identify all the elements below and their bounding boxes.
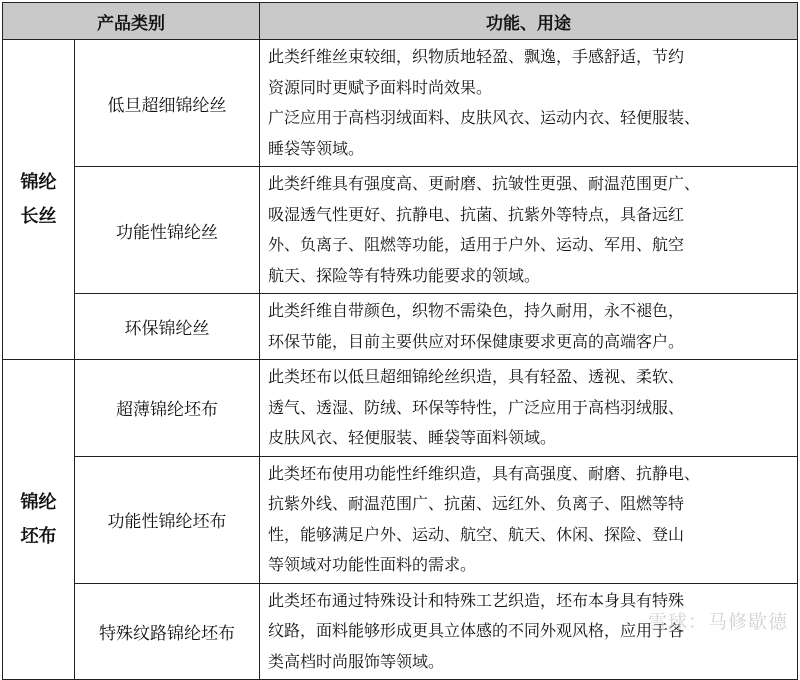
- product-name: 低旦超细锦纶丝: [75, 40, 260, 167]
- description-line: 性，能够满足户外、运动、航空、航天、休闲、探险、登山: [268, 524, 685, 544]
- category-label: 锦纶: [20, 491, 57, 513]
- table-row: [3, 456, 798, 583]
- description-line: 此类坯布通过特殊设计和特殊工艺织造，坯布本身具有特殊: [268, 590, 685, 610]
- category-label: 锦纶: [20, 171, 57, 193]
- description-line: 此类纤维丝束较细，织物质地轻盈、飘逸，手感舒适，节约: [268, 47, 685, 66]
- description-line: 此类坯布以低旦超细锦纶丝织造，具有轻盈、透视、柔软、: [268, 367, 685, 386]
- product-table: [2, 2, 798, 680]
- product-description: [260, 40, 798, 167]
- description-line: 外、负离子、阻燃等功能，适用于户外、运动、军用、航空: [268, 235, 685, 254]
- description-line: 抗紫外线、耐温范围广、抗菌、远红外、负离子、阻燃等特: [268, 494, 685, 513]
- header-category: 产品类别: [3, 3, 260, 40]
- table-row: [3, 360, 798, 457]
- table-row: [3, 167, 798, 294]
- description-line: 吸湿透气性更好、抗静电、抗菌、抗紫外等特点，具备远红: [268, 204, 685, 224]
- description-line: 资源同时更赋予面料时尚效果。: [268, 77, 493, 97]
- header-function: 功能、用途: [260, 3, 798, 40]
- description-line: 类高档时尚服饰等领域。: [268, 651, 445, 671]
- description-line: 透气、透湿、防绒、环保等特性，广泛应用于高档羽绒服、: [268, 397, 685, 417]
- category-cell: [3, 360, 75, 680]
- product-name: 特殊纹路锦纶坯布: [75, 583, 260, 680]
- description-line: 广泛应用于高档羽绒面料、皮肤风衣、运动内衣、轻便服装、: [268, 108, 701, 127]
- description-line: 此类坯布使用功能性纤维织造，具有高强度、耐磨、抗静电、: [268, 463, 701, 483]
- description-line: 此类纤维具有强度高、更耐磨、抗皱性更强、耐温范围更广、: [268, 174, 701, 193]
- description-line: 等领域对功能性面料的需求。: [268, 555, 477, 574]
- watermark: 雪球：马修歇德: [647, 611, 788, 633]
- product-description: [260, 456, 798, 583]
- product-name: 环保锦纶丝: [75, 294, 260, 360]
- product-description: [260, 360, 798, 457]
- table-row: [3, 40, 798, 167]
- product-name: 功能性锦纶坯布: [75, 456, 260, 583]
- description-line: 此类纤维自带颜色，织物不需染色，持久耐用，永不褪色，: [268, 301, 685, 320]
- description-line: 环保节能，目前主要供应对环保健康要求更高的高端客户。: [268, 331, 685, 351]
- category-label: 长丝: [20, 205, 57, 227]
- description-line: 航天、探险等有特殊功能要求的领域。: [268, 265, 541, 285]
- table-body: [3, 40, 798, 680]
- product-description: [260, 294, 798, 360]
- product-name: 功能性锦纶丝: [75, 167, 260, 294]
- description-line: 皮肤风衣、轻便服装、睡袋等面料领域。: [268, 428, 557, 447]
- product-name: 超薄锦纶坯布: [75, 360, 260, 457]
- product-description: [260, 167, 798, 294]
- description-line: 睡袋等领域。: [268, 138, 365, 158]
- category-cell: [3, 40, 75, 360]
- table-row: [3, 294, 798, 360]
- header-row: [3, 3, 798, 40]
- description-line: 纹路，面料能够形成更具立体感的不同外观风格，应用于各: [268, 621, 685, 640]
- category-label: 坯布: [20, 525, 57, 547]
